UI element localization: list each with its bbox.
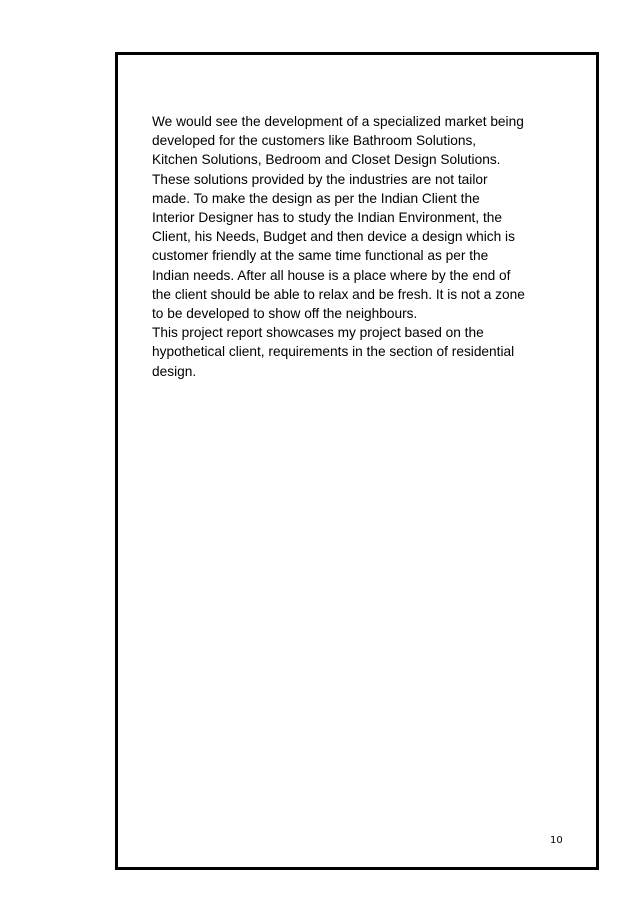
body-line: Kitchen Solutions, Bedroom and Closet Design Solutions. <box>152 152 501 168</box>
body-line: This project report showcases my project based on the <box>152 325 484 341</box>
body-paragraph <box>152 112 582 381</box>
body-line: We would see the development of a specialized market being <box>152 114 524 129</box>
page-number: 10 <box>550 835 563 846</box>
body-line: the client should be able to relax and be fresh. It is not a zone <box>152 286 525 302</box>
body-line: Client, his Needs, Budget and then device a design which is <box>152 229 515 245</box>
body-line: made. To make the design as per the Indian Client the <box>152 190 480 206</box>
page-border-frame <box>115 52 599 870</box>
body-line: to be developed to show off the neighbours. <box>152 306 418 322</box>
body-line: developed for the customers like Bathroom Solutions, <box>152 133 477 149</box>
body-line: hypothetical client, requirements in the section of residential <box>152 344 515 360</box>
body-line: Interior Designer has to study the Indian Environment, the <box>152 210 502 226</box>
body-line: customer friendly at the same time functional as per the <box>152 248 489 264</box>
body-line: design. <box>152 363 197 379</box>
body-line: These solutions provided by the industries are not tailor <box>152 171 488 187</box>
body-line: Indian needs. After all house is a place where by the end of <box>152 267 511 283</box>
